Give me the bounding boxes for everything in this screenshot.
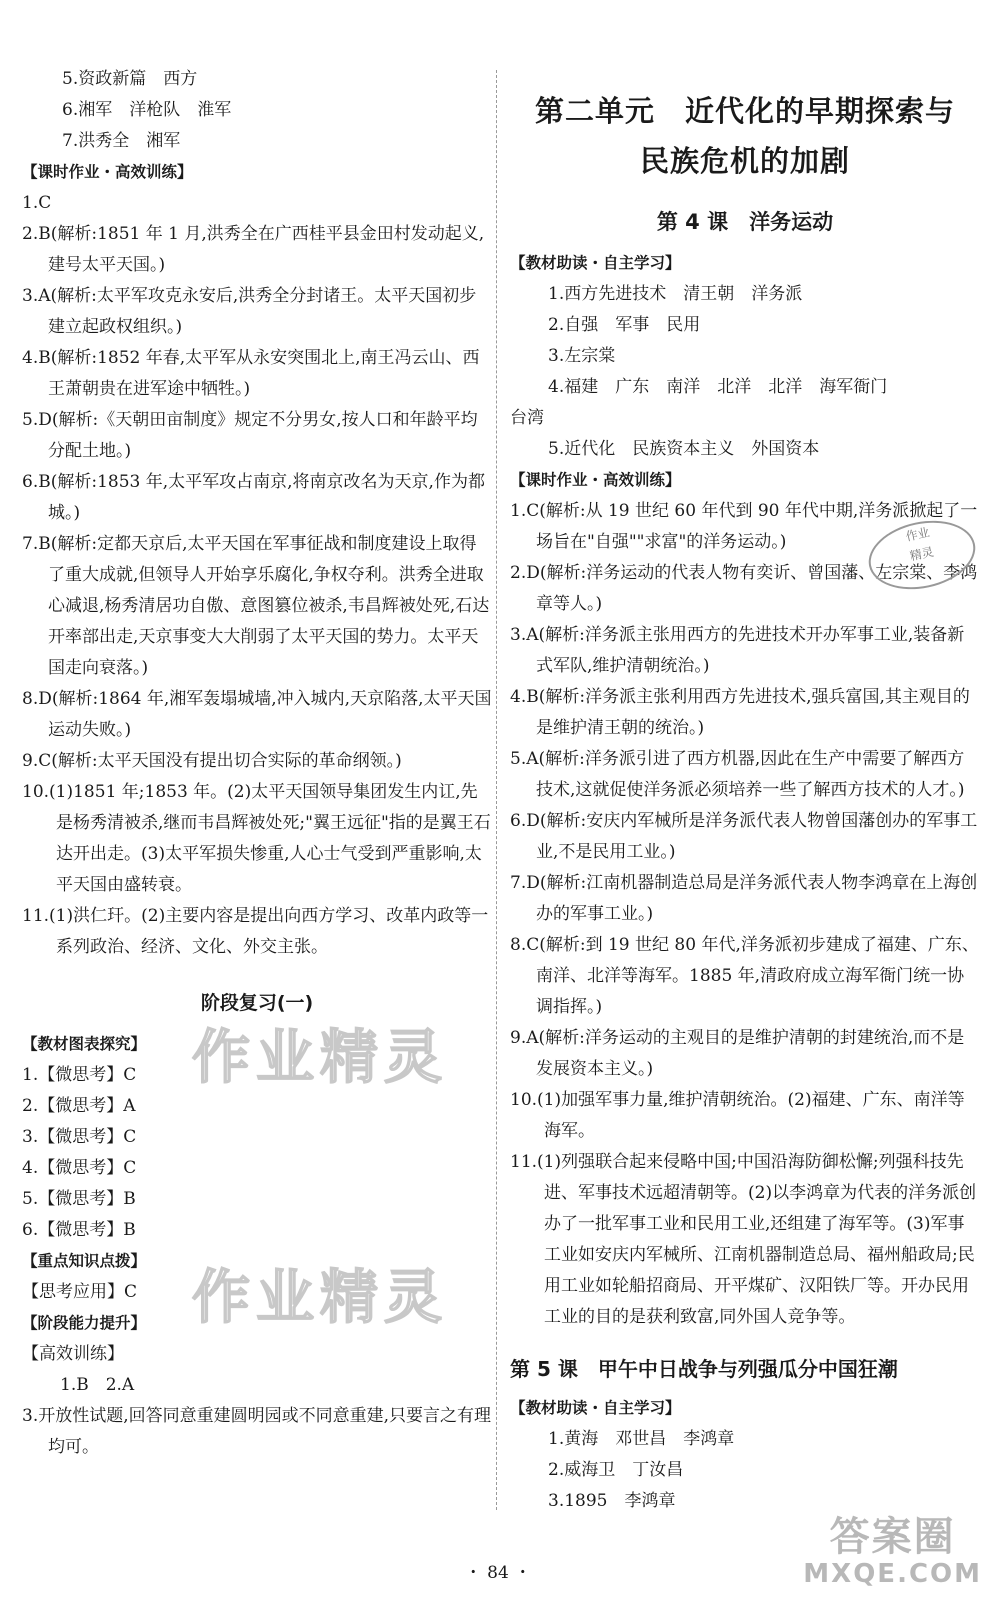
answer-item: 11.(1)列强联合起来侵略中国;中国沿海防御松懈;列强科技先进、军事技术远超清朝等。(2)以李鸿章为代表的洋务派创办了一批军事工业和民用工业,还组建了海军等。(3)军事工业如安庆内军械所、江南机器制造总局、福州船政局;民用工业如轮船招商局、开平煤矿、汉阳铁厂等。开办民用工业的目的是获利致富,同外国人竞争等。 <box>510 1152 977 1327</box>
list-item: 5.资政新篇 西方 <box>62 69 198 89</box>
answer-item: 1.C(解析:从 19 世纪 60 年代到 90 年代中期,洋务派掀起了一场旨在"自强""求富"的洋务运动。) <box>510 501 978 552</box>
answer-item: 4.【微思考】C <box>22 1158 137 1178</box>
section-tag: 【课时作业・高效训练】 <box>510 471 681 489</box>
watermark: 作业精灵 <box>192 1023 449 1091</box>
section-tag: 【教材图表探究】 <box>22 1035 147 1053</box>
list-item: 4.福建 广东 南洋 北洋 北洋 海军衙门 <box>548 377 888 397</box>
sub-tag: 【高效训练】 <box>22 1344 124 1364</box>
lesson-title: 第 5 课 甲午中日战争与列强瓜分中国狂潮 <box>510 1357 898 1381</box>
answer-item: 8.C(解析:到 19 世纪 80 年代,洋务派初步建成了福建、广东、南洋、北洋等海军。1885 年,清政府成立海军衙门统一协调指挥。) <box>510 935 979 1017</box>
review-title: 阶段复习(一) <box>200 992 314 1014</box>
list-item: 1.黄海 邓世昌 李鸿章 <box>548 1429 735 1449</box>
unit-title: 民族危机的加剧 <box>639 144 850 178</box>
list-item: 5.近代化 民族资本主义 外国资本 <box>548 439 820 459</box>
answer-item: 5.D(解析:《天朝田亩制度》规定不分男女,按人口和年龄平均分配土地。) <box>22 410 478 461</box>
list-item: 3.左宗棠 <box>548 346 616 366</box>
stamp-text: 精灵 <box>908 544 935 564</box>
logo-url: MXQE.COM <box>803 1559 982 1589</box>
list-item: 2.自强 军事 民用 <box>548 315 701 335</box>
section-tag: 【重点知识点拨】 <box>22 1252 147 1270</box>
answer-item: 2.B(解析:1851 年 1 月,洪秀全在广西桂平县金田村发动起义,建号太平天国。) <box>22 224 485 275</box>
list-item: 1.西方先进技术 清王朝 洋务派 <box>548 284 803 304</box>
answer-item: 3.【微思考】C <box>22 1127 137 1147</box>
answer-item: 6.【微思考】B <box>22 1220 136 1240</box>
answer-item: 3.开放性试题,回答同意重建圆明园或不同意重建,只要言之有理均可。 <box>22 1406 492 1457</box>
section-tag: 【课时作业・高效训练】 <box>22 163 193 181</box>
answer-item: 5.【微思考】B <box>22 1189 136 1209</box>
lesson-title: 第 4 课 洋务运动 <box>656 210 834 234</box>
answer-item: 10.(1)1851 年;1853 年。(2)太平天国领导集团发生内讧,先是杨秀清被杀,继而韦昌辉被处死;"翼王远征"指的是翼王石达开出走。(3)太平军损失惨重,人心士气受到严重影响,太平天国由盛转衰。 <box>22 782 491 895</box>
answer-item: 10.(1)加强军事力量,维护清朝统治。(2)福建、广东、南洋等海军。 <box>510 1090 965 1141</box>
answer-item: 1.C <box>22 193 52 213</box>
watermark: 作业精灵 <box>192 1263 449 1331</box>
answer-item: 4.B(解析:1852 年春,太平军从永安突围北上,南王冯云山、西王萧朝贵在进军途中牺牲。) <box>22 348 480 399</box>
answer-item: 7.D(解析:江南机器制造总局是洋务派代表人物李鸿章在上海创办的军事工业。) <box>510 873 978 924</box>
answer-item: 6.D(解析:安庆内军械所是洋务派代表人物曾国藩创办的军事工业,不是民用工业。) <box>510 811 978 862</box>
list-item: 3.1895 李鸿章 <box>548 1491 676 1511</box>
answer-item: 【思考应用】C <box>22 1282 138 1302</box>
answer-item: 2.【微思考】A <box>22 1096 136 1116</box>
section-tag: 【教材助读・自主学习】 <box>510 254 681 272</box>
list-item: 2.威海卫 丁汝昌 <box>548 1460 684 1480</box>
answer-item: 2.D(解析:洋务运动的代表人物有奕䜣、曾国藩、左宗棠、李鸿章等人。) <box>510 563 978 614</box>
answer-item: 3.A(解析:洋务派主张用西方的先进技术开办军事工业,装备新式军队,维护清朝统治。) <box>510 625 965 676</box>
answer-item: 5.A(解析:洋务派引进了西方机器,因此在生产中需要了解西方技术,这就促使洋务派必须培养一些了解西方技术的人才。) <box>510 749 965 800</box>
answer-item: 9.A(解析:洋务运动的主观目的是维护清朝的封建统治,而不是发展资本主义。) <box>510 1028 965 1079</box>
answer-item: 3.A(解析:太平军攻克永安后,洪秀全分封诸王。太平天国初步建立起政权组织。) <box>22 286 477 337</box>
unit-title: 第二单元 近代化的早期探索与 <box>534 94 955 128</box>
answer-item: 6.B(解析:1853 年,太平军攻占南京,将南京改名为天京,作为都城。) <box>22 472 485 523</box>
answer-item: 4.B(解析:洋务派主张利用西方先进技术,强兵富国,其主观目的是维护清王朝的统治。) <box>510 687 970 738</box>
list-item: 7.洪秀全 湘军 <box>62 131 181 151</box>
page-number: ・ 84 ・ <box>464 1563 532 1583</box>
stamp-text: 作业 <box>904 525 931 544</box>
answer-item: 9.C(解析:太平天国没有提出切合实际的革命纲领。) <box>22 751 402 771</box>
answer-item: 8.D(解析:1864 年,湘军轰塌城墙,冲入城内,天京陷落,太平天国运动失败。) <box>22 689 492 740</box>
column-divider <box>496 70 497 1510</box>
section-tag: 【阶段能力提升】 <box>22 1314 147 1332</box>
answer-item: 1.【微思考】C <box>22 1065 137 1085</box>
answer-item: 1.B 2.A <box>60 1375 135 1395</box>
list-item: 6.湘军 洋枪队 淮军 <box>62 100 232 120</box>
answer-item: 11.(1)洪仁玕。(2)主要内容是提出向西方学习、改革内政等一系列政治、经济、文化、外交主张。 <box>22 906 489 957</box>
list-item-cont: 台湾 <box>510 408 544 428</box>
logo-text: 答案圈 <box>829 1514 956 1560</box>
section-tag: 【教材助读・自主学习】 <box>510 1399 681 1417</box>
answer-item: 7.B(解析:定都天京后,太平天国在军事征战和制度建设上取得了重大成就,但领导人开始享乐腐化,争权夺利。洪秀全进取心减退,杨秀清居功自傲、意图篡位被杀,韦昌辉被处死,石达开率部出走,天京事变大大削弱了太平天国的势力。太平天国走向衰落。) <box>22 534 490 678</box>
right-column <box>510 86 980 1517</box>
